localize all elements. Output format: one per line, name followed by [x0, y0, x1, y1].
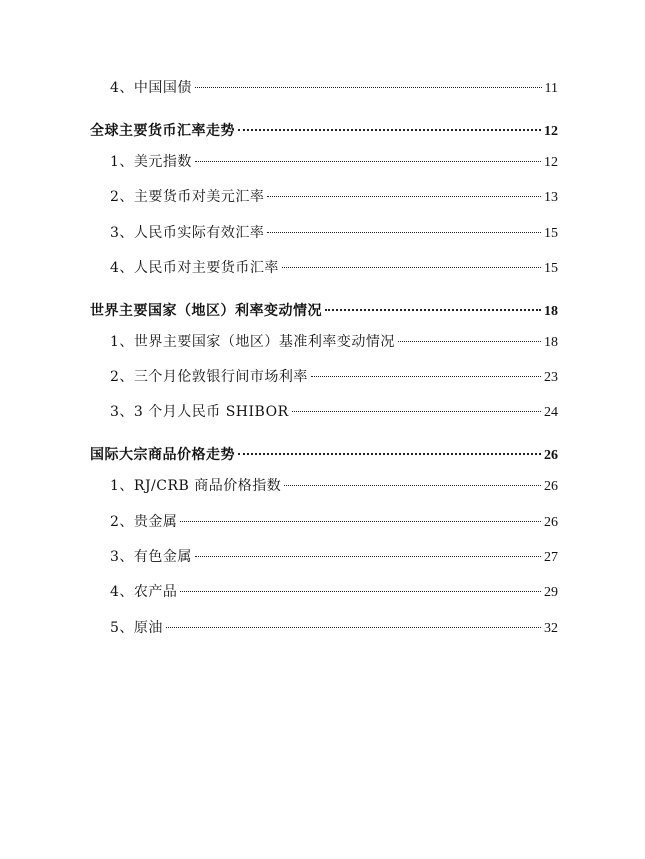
- toc-entry-libor[interactable]: [90, 366, 558, 388]
- toc-section-label: 全球主要货币汇率走势: [90, 123, 235, 139]
- toc-page-number: 26: [544, 448, 558, 463]
- toc-section-label: 世界主要国家（地区）利率变动情况: [90, 303, 322, 319]
- dot-leader: [195, 87, 542, 88]
- toc-section-interest-rates[interactable]: [90, 300, 558, 322]
- toc-entry-rmb-major-currencies[interactable]: [90, 257, 558, 279]
- toc-section-label: 国际大宗商品价格走势: [90, 447, 235, 463]
- toc-entry-precious-metals[interactable]: [90, 511, 558, 533]
- toc-section-commodities[interactable]: [90, 444, 558, 466]
- toc-page-number: 13: [544, 190, 558, 205]
- dot-leader: [267, 232, 541, 233]
- dot-leader: [180, 591, 541, 592]
- toc-entry-label: 1、美元指数: [110, 154, 192, 170]
- toc-entry-label: 1、RJ/CRB 商品价格指数: [110, 478, 282, 494]
- toc-entry-label: 4、人民币对主要货币汇率: [110, 260, 279, 276]
- toc-page-number: 12: [544, 124, 558, 139]
- toc-entry-dollar-index[interactable]: [90, 151, 558, 173]
- toc-entry-benchmark-rates[interactable]: [90, 331, 558, 353]
- toc-section-currency-trends[interactable]: [90, 120, 558, 142]
- toc-entry-label: 2、主要货币对美元汇率: [110, 189, 265, 205]
- toc-page-number: 26: [544, 515, 558, 530]
- dot-leader: [292, 411, 541, 412]
- toc-entry-label: 3、有色金属: [110, 549, 192, 565]
- toc-entry-label: 2、贵金属: [110, 514, 178, 530]
- toc-entry-label: 5、原油: [110, 620, 163, 636]
- dot-leader: [238, 129, 541, 131]
- toc-page-number: 18: [544, 304, 558, 319]
- toc-entry-label: 4、中国国债: [110, 80, 192, 96]
- toc-entry-nonferrous-metals[interactable]: [90, 546, 558, 568]
- toc-entry-major-currencies-usd[interactable]: [90, 186, 558, 208]
- dot-leader: [195, 161, 541, 162]
- toc-page-number: 15: [544, 226, 558, 241]
- dot-leader: [238, 453, 541, 455]
- dot-leader: [282, 267, 541, 268]
- dot-leader: [195, 556, 541, 557]
- toc-page-number: 29: [544, 585, 558, 600]
- toc-entry-shibor[interactable]: [90, 401, 558, 423]
- dot-leader: [311, 376, 541, 377]
- toc-page-number: 23: [544, 370, 558, 385]
- toc-entry-rmb-reer[interactable]: [90, 222, 558, 244]
- toc-entry-label: 3、3 个月人民币 SHIBOR: [110, 404, 289, 420]
- toc-entry-label: 1、世界主要国家（地区）基准利率变动情况: [110, 334, 395, 350]
- dot-leader: [166, 627, 541, 628]
- toc-page-number: 26: [544, 479, 558, 494]
- toc-entry-label: 2、三个月伦敦银行间市场利率: [110, 369, 308, 385]
- dot-leader: [325, 309, 541, 311]
- toc-page-number: 11: [544, 81, 558, 96]
- toc-page-number: 12: [544, 155, 558, 170]
- toc-entry-agricultural[interactable]: [90, 581, 558, 603]
- dot-leader: [284, 485, 541, 486]
- toc-entry-crude-oil[interactable]: [90, 617, 558, 639]
- toc-entry-rj-crb[interactable]: [90, 475, 558, 497]
- toc-page-number: 27: [544, 550, 558, 565]
- dot-leader: [267, 196, 541, 197]
- toc-page-number: 18: [544, 335, 558, 350]
- toc-entry-china-bonds[interactable]: [90, 77, 558, 99]
- toc-entry-label: 3、人民币实际有效汇率: [110, 225, 265, 241]
- dot-leader: [398, 341, 541, 342]
- toc-entry-label: 4、农产品: [110, 584, 178, 600]
- dot-leader: [180, 521, 541, 522]
- toc-page-number: 15: [544, 261, 558, 276]
- toc-page-number: 24: [544, 405, 558, 420]
- toc-page-number: 32: [544, 621, 558, 636]
